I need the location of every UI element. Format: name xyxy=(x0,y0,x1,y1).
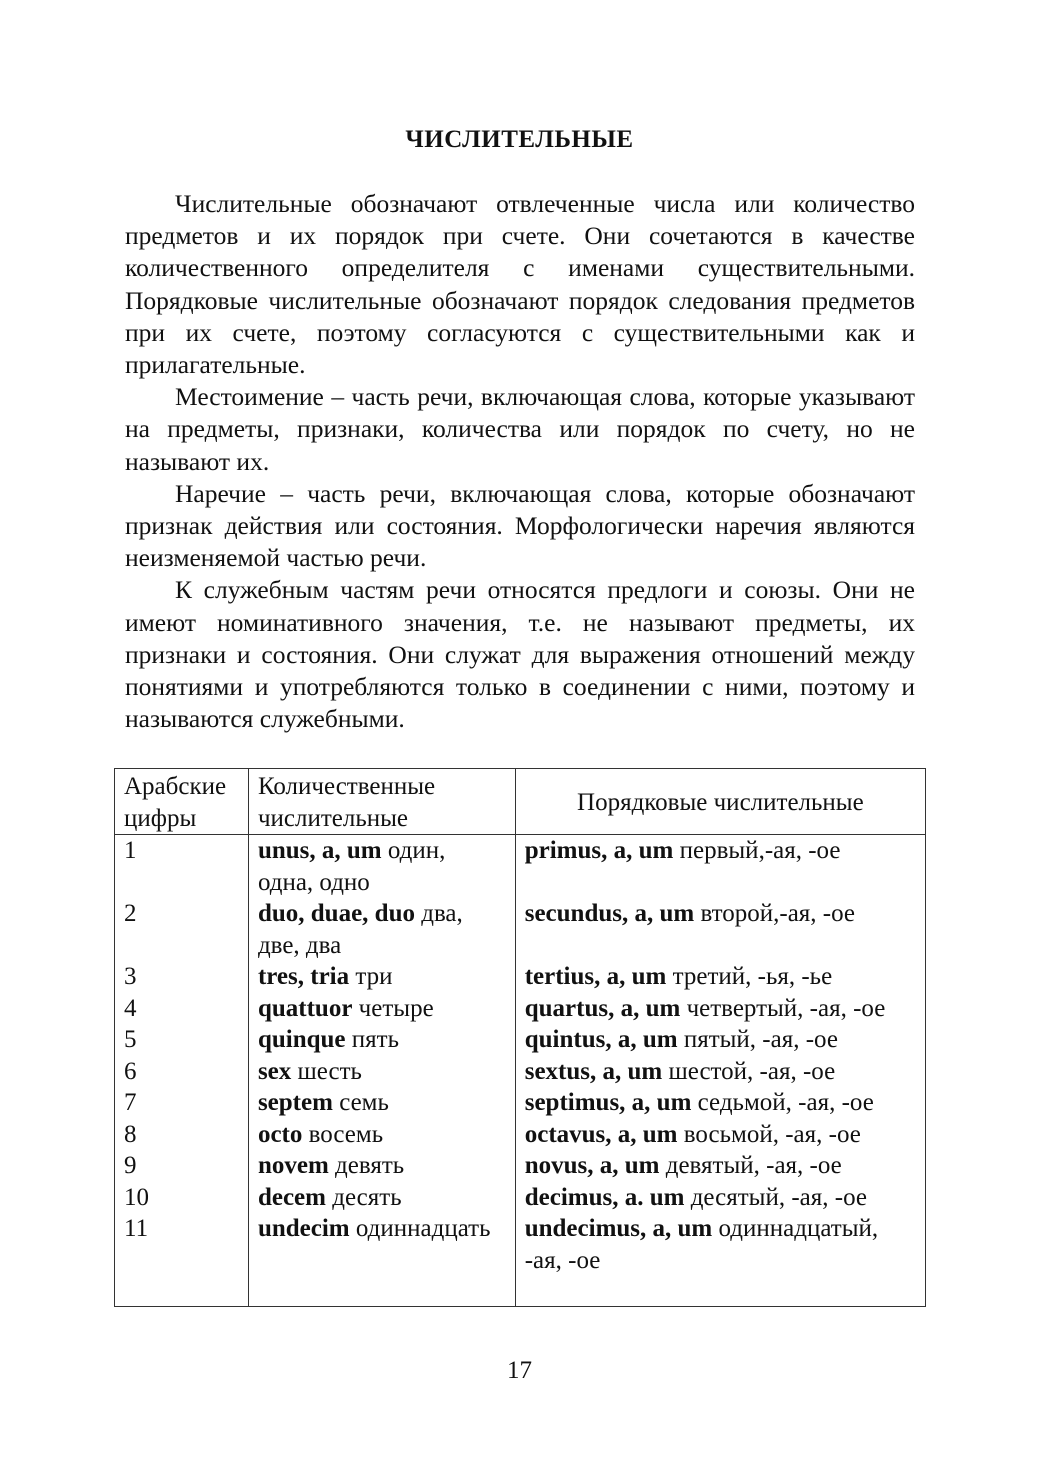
table-row xyxy=(115,961,926,993)
ordinal-cell xyxy=(515,1024,925,1056)
ordinal-cell xyxy=(515,1056,925,1088)
cardinal-latin: septem xyxy=(257,1089,333,1116)
cardinal-latin: tres, tria xyxy=(257,963,350,990)
cardinal-russian: один, одна, одно xyxy=(257,837,446,896)
ordinal-cell xyxy=(515,1213,925,1276)
cardinal-cell xyxy=(248,1119,515,1151)
arabic-digit: 7 xyxy=(124,1089,137,1116)
arabic-digit-cell xyxy=(115,1024,249,1056)
arabic-digit: 11 xyxy=(124,1215,149,1242)
arabic-digit: 5 xyxy=(124,1026,137,1053)
ordinal-russian: девятый, -ая, -ое xyxy=(665,1152,842,1179)
table-body xyxy=(115,835,926,1307)
cardinal-russian: одиннадцать xyxy=(355,1215,491,1242)
arabic-digit-cell xyxy=(115,1056,249,1088)
arabic-digit-cell xyxy=(115,835,249,899)
table-row xyxy=(115,1182,926,1214)
arabic-digit-cell xyxy=(115,1182,249,1214)
paragraph-numerals: Числительные обозначают отвлеченные числа или количество предметов и их порядок при счете. Они сочетаются в качестве количественного определителя с именами существительными. Порядковые числительные обозначают порядок следования предметов при их счете, поэтому согласуются с существительными как и прилагательные. xyxy=(125,189,915,380)
arabic-digit-cell xyxy=(115,1150,249,1182)
ordinal-cell xyxy=(515,1150,925,1182)
cardinal-latin: duo, duae, duo xyxy=(257,900,415,927)
paragraph-adverb: Наречие – часть речи, включающая слова, которые обозначают признак действия или состояния. Морфологически наречия являются неизменяемой частью речи. xyxy=(125,478,915,573)
arabic-digit: 4 xyxy=(124,994,137,1022)
cardinal-latin: quinque xyxy=(257,1026,346,1053)
cardinal-russian: два, две, два xyxy=(257,900,463,959)
cardinal-russian: шесть xyxy=(297,1057,362,1085)
cardinal-latin: unus, a, um xyxy=(257,837,382,864)
header-cardinal-numerals: Количественные числительные xyxy=(248,769,515,835)
ordinal-russian: третий, -ья, -ье xyxy=(672,963,833,990)
ordinal-cell xyxy=(515,898,925,961)
page-number: 17 xyxy=(507,1357,532,1384)
cardinal-cell xyxy=(248,1182,515,1214)
body-text xyxy=(125,188,915,735)
cardinal-cell xyxy=(248,835,515,899)
ordinal-cell xyxy=(515,1087,925,1119)
arabic-digit: 10 xyxy=(124,1183,149,1211)
table-row xyxy=(115,898,926,961)
ordinal-latin: primus, a, um xyxy=(524,837,674,864)
cardinal-cell xyxy=(248,993,515,1025)
page-title: ЧИСЛИТЕЛЬНЫЕ xyxy=(405,126,634,153)
ordinal-latin: decimus, a. um xyxy=(524,1183,685,1211)
arabic-digit: 6 xyxy=(124,1057,137,1085)
ordinal-russian: восьмой, -ая, -ое xyxy=(683,1120,861,1148)
header-arabic-digits: Арабские цифры xyxy=(115,769,249,835)
cardinal-latin: undecim xyxy=(257,1215,350,1242)
cardinal-latin: sex xyxy=(257,1057,292,1085)
arabic-digit-cell xyxy=(115,1087,249,1119)
ordinal-russian: седьмой, -ая, -ое xyxy=(697,1089,874,1116)
arabic-digit-cell xyxy=(115,898,249,961)
table-row xyxy=(115,1024,926,1056)
arabic-digit-cell xyxy=(115,1119,249,1151)
paragraph-pronoun: Местоимение – часть речи, включающая слова, которые указывают на предметы, признаки, количества или порядок по счету, но не называют их. xyxy=(125,382,915,476)
arabic-digit-cell xyxy=(115,961,249,993)
table-row xyxy=(115,835,926,899)
ordinal-latin: octavus, a, um xyxy=(524,1120,678,1148)
cardinal-cell xyxy=(248,1150,515,1182)
ordinal-russian: второй,-ая, -ое xyxy=(700,900,856,927)
table-spacer-row xyxy=(115,1276,926,1307)
cardinal-russian: три xyxy=(355,963,393,990)
ordinal-latin: septimus, a, um xyxy=(524,1089,692,1116)
cardinal-cell xyxy=(248,1087,515,1119)
cardinal-russian: семь xyxy=(339,1089,389,1116)
cardinal-cell xyxy=(248,961,515,993)
ordinal-cell xyxy=(515,993,925,1025)
table-row xyxy=(115,993,926,1025)
ordinal-russian: десятый, -ая, -ое xyxy=(690,1183,867,1211)
header-ordinal-numerals: Порядковые числительные xyxy=(515,769,925,835)
arabic-digit-cell xyxy=(115,993,249,1025)
numerals-table xyxy=(114,768,926,1307)
ordinal-russian: одиннадцатый, -ая, -ое xyxy=(524,1215,879,1274)
ordinal-latin: sextus, a, um xyxy=(524,1057,663,1085)
cardinal-latin: quattuor xyxy=(257,994,353,1022)
ordinal-russian: первый,-ая, -ое xyxy=(679,837,841,864)
table-row xyxy=(115,1119,926,1151)
ordinal-latin: tertius, a, um xyxy=(524,963,667,990)
cardinal-latin: novem xyxy=(257,1152,329,1179)
arabic-digit: 3 xyxy=(124,963,137,990)
ordinal-latin: secundus, a, um xyxy=(524,900,695,927)
ordinal-russian: четвертый, -ая, -ое xyxy=(686,994,886,1022)
arabic-digit: 2 xyxy=(124,900,137,927)
ordinal-cell xyxy=(515,1119,925,1151)
table-row xyxy=(115,1150,926,1182)
ordinal-cell xyxy=(515,835,925,899)
arabic-digit: 9 xyxy=(124,1152,137,1179)
cardinal-cell xyxy=(248,1024,515,1056)
cardinal-latin: decem xyxy=(257,1183,326,1211)
table-row xyxy=(115,1087,926,1119)
ordinal-latin: quintus, a, um xyxy=(524,1026,678,1053)
table-row xyxy=(115,1213,926,1276)
ordinal-cell xyxy=(515,961,925,993)
numerals-table-wrapper xyxy=(114,768,926,1307)
ordinal-latin: quartus, a, um xyxy=(524,994,681,1022)
ordinal-cell xyxy=(515,1182,925,1214)
spacer-cell xyxy=(515,1276,925,1307)
arabic-digit: 8 xyxy=(124,1120,137,1148)
spacer-cell xyxy=(115,1276,249,1307)
table-header-row xyxy=(115,769,926,835)
ordinal-latin: undecimus, a, um xyxy=(524,1215,713,1242)
ordinal-russian: шестой, -ая, -ое xyxy=(668,1057,836,1085)
cardinal-latin: octo xyxy=(257,1120,303,1148)
table-row xyxy=(115,1056,926,1088)
cardinal-russian: девять xyxy=(335,1152,405,1179)
cardinal-russian: восемь xyxy=(308,1120,384,1148)
cardinal-cell xyxy=(248,1056,515,1088)
cardinal-cell xyxy=(248,1213,515,1276)
cardinal-russian: четыре xyxy=(358,994,434,1022)
cardinal-cell xyxy=(248,898,515,961)
cardinal-russian: пять xyxy=(351,1026,399,1053)
arabic-digit: 1 xyxy=(124,837,137,864)
ordinal-russian: пятый, -ая, -ое xyxy=(683,1026,838,1053)
arabic-digit-cell xyxy=(115,1213,249,1276)
paragraph-function-words: К служебным частям речи относятся предлоги и союзы. Они не имеют номинативного значения, т.е. не называют предметы, их признаки и состояния. Они служат для выражения отношений между понятиями и употребляются только в соединении с ними, поэтому и называются служебными. xyxy=(125,575,915,734)
spacer-cell xyxy=(248,1276,515,1307)
cardinal-russian: десять xyxy=(332,1183,402,1211)
ordinal-latin: novus, a, um xyxy=(524,1152,660,1179)
